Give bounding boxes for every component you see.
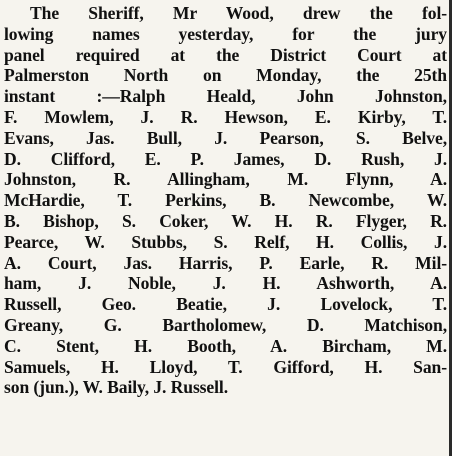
article-line: Johnston, R. Allingham, M. Flynn, A. xyxy=(4,169,447,190)
article-line: The Sheriff, Mr Wood, drew the fol- xyxy=(30,3,447,23)
article-line: ham, J. Noble, J. H. Ashworth, A. xyxy=(4,273,447,294)
article-line: Samuels, H. Lloyd, T. Gifford, H. San- xyxy=(4,356,447,377)
article-line: panel required at the District Court at xyxy=(4,44,447,65)
article-line: Palmerston North on Monday, the 25th xyxy=(4,65,447,86)
article-line: F. Mowlem, J. R. Hewson, E. Kirby, T. xyxy=(4,106,447,127)
article-line: instant :—Ralph Heald, John Johnston, xyxy=(4,86,447,107)
article-line: lowing names yesterday, for the jury xyxy=(4,23,447,44)
article-line: Russell, Geo. Beatie, J. Lovelock, T. xyxy=(4,294,447,315)
article-line: C. Stent, H. Booth, A. Bircham, M. xyxy=(4,335,447,356)
article-line: B. Bishop, S. Coker, W. H. R. Flyger, R. xyxy=(4,210,447,231)
article-line: McHardie, T. Perkins, B. Newcombe, W. xyxy=(4,190,447,211)
article-line: D. Clifford, E. P. James, D. Rush, J. xyxy=(4,148,447,169)
article-line: A. Court, Jas. Harris, P. Earle, R. Mil- xyxy=(4,252,447,273)
article-line: son (jun.), W. Baily, J. Russell. xyxy=(4,377,229,398)
article-line: Greany, G. Bartholomew, D. Matchison, xyxy=(4,314,447,335)
article-line: Evans, Jas. Bull, J. Pearson, S. Belve, xyxy=(4,127,447,148)
article-line: Pearce, W. Stubbs, S. Relf, H. Collis, J. xyxy=(4,231,447,252)
article-text xyxy=(4,3,447,398)
